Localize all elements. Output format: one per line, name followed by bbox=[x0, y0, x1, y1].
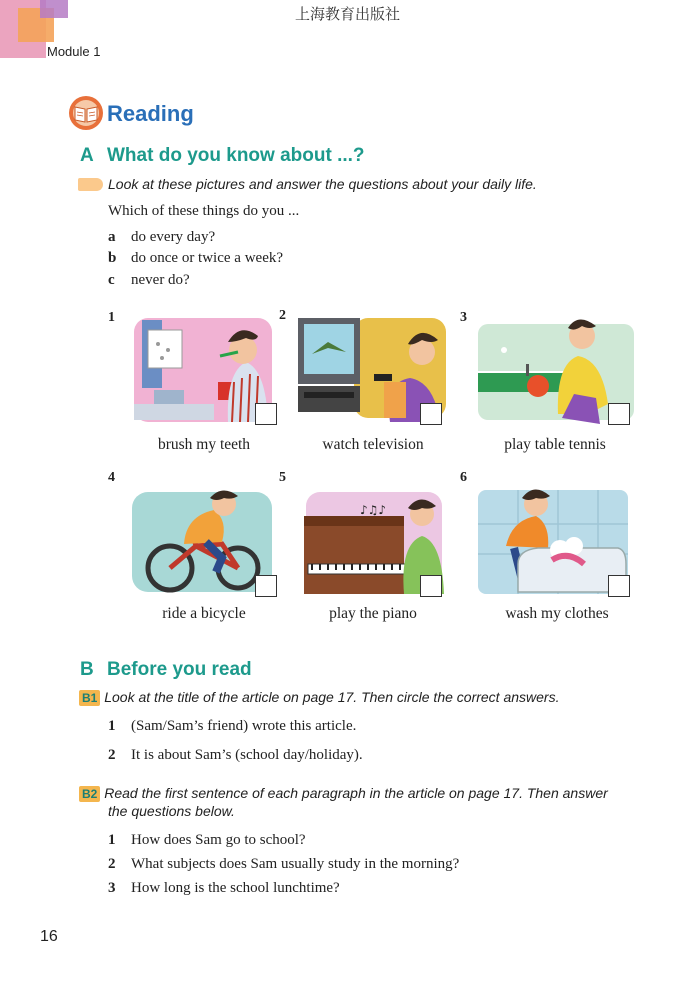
option-label: a bbox=[108, 229, 116, 245]
option-text: do once or twice a week? bbox=[131, 250, 284, 266]
b2-instruction-row bbox=[79, 785, 608, 802]
option-text: do every day? bbox=[131, 229, 216, 245]
picture-number: 6 bbox=[460, 470, 467, 485]
picture-caption: ride a bicycle bbox=[162, 605, 246, 622]
item-number: 1 bbox=[108, 832, 116, 848]
answer-checkbox[interactable] bbox=[420, 575, 442, 597]
picture-number: 1 bbox=[108, 310, 115, 325]
b2-badge: B2 bbox=[79, 786, 100, 802]
b2-instruction-cont: the questions below. bbox=[108, 803, 235, 819]
b2-item-text: How does Sam go to school? bbox=[131, 832, 306, 848]
picture-caption: wash my clothes bbox=[505, 605, 609, 622]
b1-item-text: It is about Sam’s (school day/holiday). bbox=[131, 747, 363, 763]
publisher-header: 上海教育出版社 bbox=[294, 5, 400, 23]
page-number: 16 bbox=[40, 928, 58, 945]
b2-instruction: Read the first sentence of each paragraph in the article on page 17. Then answer bbox=[104, 785, 608, 801]
section-a-letter: A bbox=[80, 145, 94, 166]
instruction-marker bbox=[78, 178, 103, 191]
section-b-letter: B bbox=[80, 659, 94, 680]
section-a-instruction: Look at these pictures and answer the questions about your daily life. bbox=[108, 176, 537, 192]
option-label: b bbox=[108, 250, 117, 266]
picture-caption: play table tennis bbox=[504, 436, 606, 453]
answer-checkbox[interactable] bbox=[255, 575, 277, 597]
item-number: 1 bbox=[108, 718, 116, 734]
b1-instruction: Look at the title of the article on page 17. Then circle the correct answers. bbox=[104, 689, 560, 705]
picture-number: 2 bbox=[279, 308, 286, 323]
picture-caption: brush my teeth bbox=[157, 436, 251, 453]
item-number: 2 bbox=[108, 856, 116, 872]
b1-instruction-row bbox=[79, 689, 559, 706]
answer-checkbox[interactable] bbox=[255, 403, 277, 425]
item-number: 2 bbox=[108, 747, 116, 763]
item-number: 3 bbox=[108, 880, 116, 896]
option-label: c bbox=[108, 272, 115, 288]
option-text: never do? bbox=[131, 272, 190, 288]
section-b-title: Before you read bbox=[107, 659, 252, 680]
b1-item-text: (Sam/Sam’s friend) wrote this article. bbox=[131, 718, 357, 734]
book-icon bbox=[68, 95, 104, 131]
section-a-title: What do you know about ...? bbox=[107, 145, 365, 166]
b2-item-text: How long is the school lunchtime? bbox=[131, 880, 340, 896]
b2-item-text: What subjects does Sam usually study in the morning? bbox=[131, 856, 460, 872]
answer-checkbox[interactable] bbox=[608, 575, 630, 597]
b1-badge: B1 bbox=[79, 690, 100, 706]
picture-number: 4 bbox=[108, 470, 115, 485]
picture-caption: watch television bbox=[322, 436, 424, 453]
reading-title: Reading bbox=[107, 101, 194, 126]
picture-number: 5 bbox=[279, 470, 286, 485]
section-a-question: Which of these things do you ... bbox=[108, 203, 300, 219]
picture-caption: play the piano bbox=[329, 605, 417, 622]
answer-checkbox[interactable] bbox=[420, 403, 442, 425]
answer-checkbox[interactable] bbox=[608, 403, 630, 425]
svg-text:♪♫♪: ♪♫♪ bbox=[360, 503, 387, 517]
module-label: Module 1 bbox=[47, 44, 101, 59]
picture-number: 3 bbox=[460, 310, 467, 325]
